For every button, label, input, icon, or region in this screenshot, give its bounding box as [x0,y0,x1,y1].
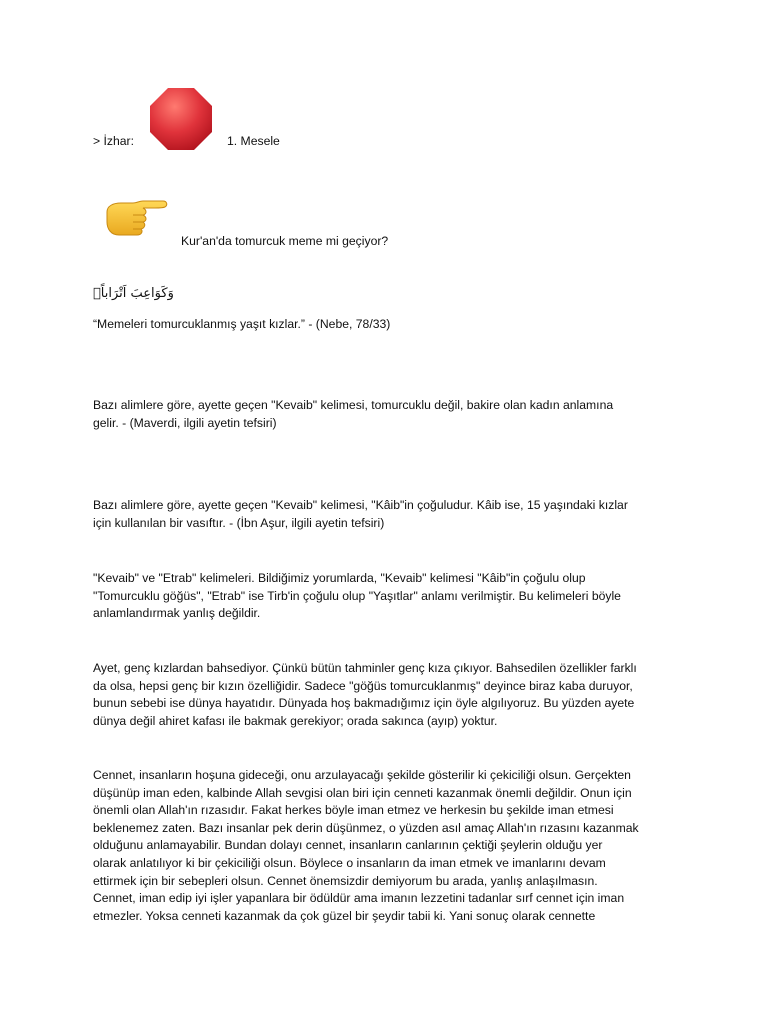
verse-translation: “Memeleri tomurcuklanmış yaşıt kızlar.” - (Nebe, 78/33) [93,317,391,331]
backhand-index-pointing-right-icon [103,196,169,240]
question-heading: Kur'an'da tomurcuk meme mi geçiyor? [181,234,389,248]
arabic-verse: وَكَوَاعِبَ اَتْرَاباًۙ [93,286,174,301]
paragraph-kevaib-etrab: "Kevaib" ve "Etrab" kelimeleri. Bildiğimiz yorumlarda, "Kevaib" kelimesi "Kâib"in çoğulu olup "Tomurcuklu göğüs", "Etrab" ise Tirb'in çoğulu olup "Yaşıtlar" anlamı verilmiştir. Bu kelimeleri böyle anlamlandırmak yanlış değildir. [93,571,621,621]
paragraph-cennet: Cennet, insanların hoşuna gideceği, onu arzulayacağı şekilde gösterilir ki çekiciliği olsun. Gerçekten düşünüp iman eden, kalbinde Allah sevgisi olan biri için cenneti kazanmak önemli değildir. Onun için önemli olan Allah'ın rızasıdır. Fakat herkes böyle iman etmez ve herkesin bu şekilde iman etmesi beklenemez zaten. Bazı insanlar pek derin düşünmez, o yüzden asıl amaç Allah'ın rızasını kazanmak olduğunu anlamayabilir. Bundan dolayı cennet, insanların canlarının çektiği şeylerin olduğu yer olarak anlatılıyor ki bir çekiciliği olsun. Böylece o insanların da iman etmek ve imanlarını devam ettirmek için bir sebepleri olsun. Cennet önemsizdir demiyorum bu arada, yanlış anlaşılmasın. Cennet, iman edip iyi işler yapanlara bir ödüldür ama imanın lezzetini tadanlar sırf cennet için iman etmezler. Yoksa cenneti kazanmak da çok güzel bir şeydir tabii ki. Yani sonuç olarak cennette [93,768,639,923]
mesele-label: 1. Mesele [227,134,280,148]
izhar-label: > İzhar: [93,134,134,148]
paragraph-genc-kizlar: Ayet, genç kızlardan bahsediyor. Çünkü bütün tahminler genç kıza çıkıyor. Bahsedilen özellikler farklı da olsa, hepsi genç bir kızın özelliğidir. Sadece "göğüs tomurcuklanmış" deyince biraz kaba duruyor, bunun sebebi ise dünya hayatıdır. Dünyada hoş bakmadığımız için öyle algılıyoruz. Bu yüzden ayete dünya değil ahiret kafası ile bakmak gerekiyor; orada sakınca (ayıp) yoktur. [93,661,637,728]
stop-sign-icon [149,87,213,151]
paragraph-ibn-asur: Bazı alimlere göre, ayette geçen "Kevaib" kelimesi, "Kâib"in çoğuludur. Kâib ise, 15 yaşındaki kızlar için kullanılan bir vasıftır. - (İbn Aşur, ilgili ayetin tefsiri) [93,498,628,530]
paragraph-maverdi: Bazı alimlere göre, ayette geçen "Kevaib" kelimesi, tomurcuklu değil, bakire olan kadın anlamına gelir. - (Maverdi, ilgili ayetin tefsiri) [93,398,614,430]
